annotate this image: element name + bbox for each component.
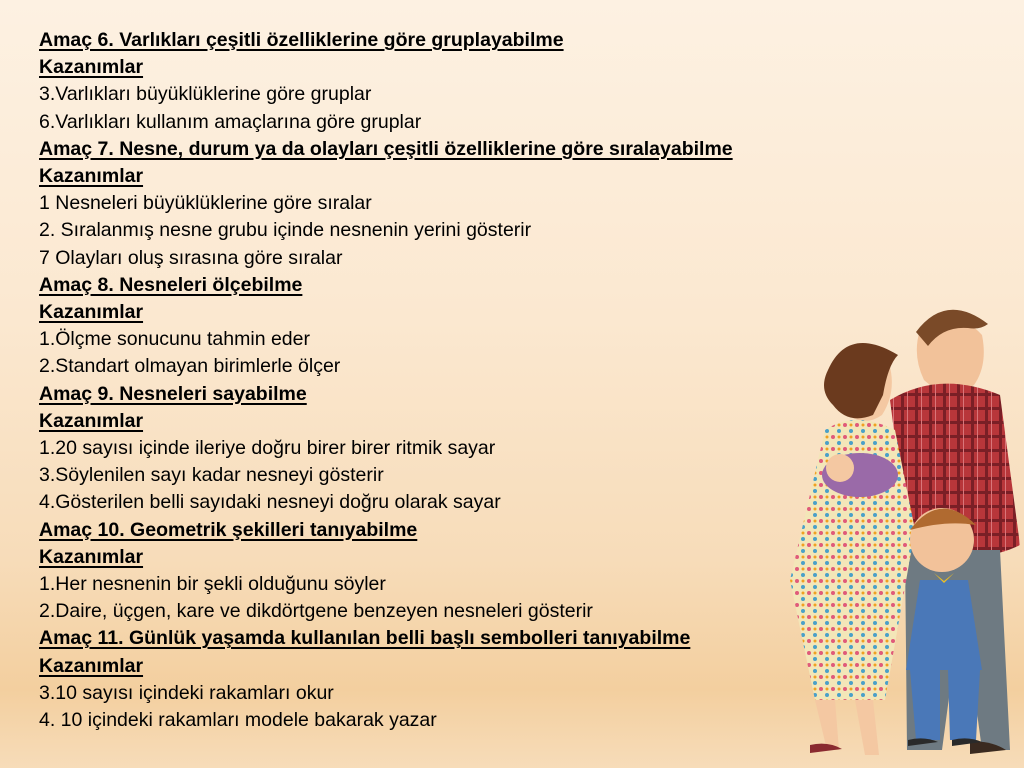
goal-heading: Amaç 8. Nesneleri ölçebilme bbox=[39, 273, 303, 296]
outcomes-label: Kazanımlar bbox=[39, 301, 144, 324]
baby-figure bbox=[822, 453, 898, 497]
outcome-item: 2.Daire, üçgen, kare ve dikdörtgene benzeyen nesneleri gösterir bbox=[39, 600, 593, 623]
outcome-item: 1.20 sayısı içinde ileriye doğru birer birer ritmik sayar bbox=[39, 437, 496, 460]
goal-heading: Amaç 6. Varlıkları çeşitli özelliklerine göre gruplayabilme bbox=[39, 29, 564, 51]
goal-heading: Amaç 10. Geometrik şekilleri tanıyabilme bbox=[39, 518, 418, 541]
outcome-item: 1 Nesneleri büyüklüklerine göre sıralar bbox=[39, 192, 372, 215]
goal-heading: Amaç 9. Nesneleri sayabilme bbox=[39, 382, 307, 405]
outcomes-label: Kazanımlar bbox=[39, 165, 144, 188]
outcome-item: 3.Varlıkları büyüklüklerine göre gruplar bbox=[39, 83, 372, 106]
outcome-item: 3.Söylenilen sayı kadar nesneyi gösterir bbox=[39, 464, 384, 487]
outcomes-label: Kazanımlar bbox=[39, 545, 144, 568]
outcomes-label: Kazanımlar bbox=[39, 409, 144, 432]
outcome-item: 2. Sıralanmış nesne grubu içinde nesnenin yerini gösterir bbox=[39, 219, 532, 242]
outcome-item: 1.Her nesnenin bir şekli olduğunu söyler bbox=[39, 573, 386, 596]
outcome-item: 2.Standart olmayan birimlerle ölçer bbox=[39, 355, 341, 378]
slide-content bbox=[39, 27, 859, 734]
outcome-item: 4.Gösterilen belli sayıdaki nesneyi doğru olarak sayar bbox=[39, 491, 501, 514]
outcome-item: 3.10 sayısı içindeki rakamları okur bbox=[39, 681, 334, 704]
family-illustration bbox=[770, 290, 1024, 768]
outcomes-label: Kazanımlar bbox=[39, 56, 144, 79]
goal-heading: Amaç 7. Nesne, durum ya da olayları çeşitli özelliklerine göre sıralayabilme bbox=[39, 137, 733, 160]
outcomes-label: Kazanımlar bbox=[39, 654, 144, 677]
outcome-item: 1.Ölçme sonucunu tahmin eder bbox=[39, 328, 310, 351]
goal-heading: Amaç 11. Günlük yaşamda kullanılan belli başlı sembolleri tanıyabilme bbox=[39, 627, 691, 650]
outcome-item: 6.Varlıkları kullanım amaçlarına göre gruplar bbox=[39, 110, 422, 133]
outcome-item: 7 Olayları oluş sırasına göre sıralar bbox=[39, 246, 343, 269]
outcome-item: 4. 10 içindeki rakamları modele bakarak yazar bbox=[39, 709, 437, 732]
